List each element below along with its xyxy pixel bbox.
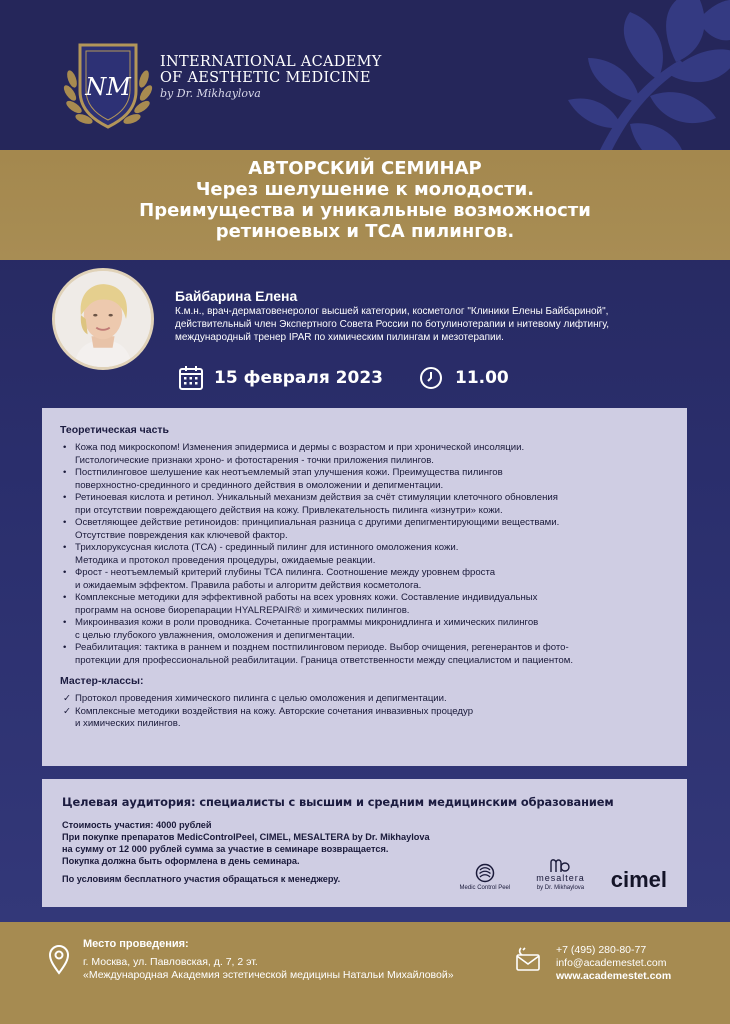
list-item: • Реабилитация: тактика в раннем и позднем постпилинговом периоде. Выбор очищения, регенерантов и фото- — [63, 642, 569, 653]
theory-text: программ на основе биорепарации HYALREPAIR® и химических пилингов. — [75, 604, 410, 616]
theory-text: Отсутствие повреждения как ключевой фактор. — [75, 529, 288, 541]
event-time: 11.00 — [454, 368, 509, 388]
check-icon: ✓ — [63, 693, 72, 704]
master-class-text: и химических пилингов. — [75, 718, 181, 729]
offer-line: Покупка должна быть оформлена в день семинара. — [62, 856, 300, 866]
title-band — [0, 150, 730, 260]
theory-text: Реабилитация: тактика в раннем и позднем постпилинговом периоде. Выбор очищения, регенерантов и фото- — [75, 642, 569, 653]
program-panel — [42, 408, 687, 766]
contacts — [556, 944, 671, 983]
theory-title: Теоретическая часть — [60, 424, 170, 436]
speaker-bio — [175, 305, 609, 344]
title-line-1: АВТОРСКИЙ СЕМИНАР — [248, 158, 482, 179]
audience-title: Целевая аудитория: специалисты с высшим и средним медицинским образованием — [62, 795, 614, 809]
website-link[interactable]: www.academestet.com — [556, 970, 672, 982]
list-item — [60, 455, 669, 468]
theory-text: Микроинвазия кожи в роли проводника. Сочетанные программы микронидлинга и химических пилингов — [75, 617, 539, 628]
theory-text: Гистологические признаки хроно- и фотостарения - точки приложения пилингов. — [75, 454, 434, 466]
list-item: • Кожа под микроскопом! Изменения эпидермиса и дермы с возрастом и при хронической инсоляции. — [63, 442, 525, 453]
academy-line-3: by Dr. Mikhaylova — [160, 87, 261, 100]
phone-link[interactable]: +7 (495) 280-80-77 — [556, 944, 647, 956]
mesaltera-tagline: by Dr. Mikhaylova — [536, 885, 585, 891]
phone-mail-icon — [514, 946, 542, 972]
list-item: • Микроинвазия кожи в роли проводника. Сочетанные программы микронидлинга и химических пилингов — [63, 617, 539, 628]
theory-text: Методика и протокол проведения процедуры, ожидаемые реакции. — [75, 554, 376, 566]
list-item — [60, 530, 669, 543]
check-icon: ✓ — [63, 705, 72, 717]
list-item — [60, 505, 669, 518]
speaker-bio-line: международный тренер IPAR по химическим пилингам и мезотерапии. — [175, 332, 504, 343]
master-class-text: Протокол проведения химического пилинга с целью омоложения и депигментации. — [75, 693, 447, 704]
speaker-bio-line: К.м.н., врач-дерматовенеролог высшей категории, косметолог "Клиники Елены Байбариной", — [175, 306, 609, 317]
mesaltera-logo — [536, 859, 585, 891]
title-line-3: Преимущества и уникальные возможности — [139, 200, 591, 221]
list-item: • Трихлоруксусная кислота (ТСА) - срединный пилинг для истинного омоложения кожи. — [63, 542, 459, 553]
theory-list — [60, 442, 669, 667]
speaker-photo — [52, 268, 154, 370]
audience-panel — [42, 779, 687, 907]
header — [0, 0, 730, 150]
price: Стоимость участия: 4000 рублей — [62, 820, 212, 830]
academy-line-2: OF AESTHETIC MEDICINE — [160, 70, 371, 86]
speaker-name: Байбарина Елена — [175, 288, 298, 304]
footer — [0, 922, 730, 1024]
list-item: • Фрост - неотъемлемый критерий глубины ТСА пилинга. Соотношение между уровнем фроста — [63, 567, 496, 578]
offer-line: на сумму от 12 000 рублей сумма за участие в семинаре возвращается. — [62, 844, 389, 854]
theory-text: Комплексные методики для эффективной работы на всех уровнях кожи. Составление индивидуальных — [75, 592, 538, 603]
list-item: • Комплексные методики для эффективной работы на всех уровнях кожи. Составление индивидуальных — [63, 592, 538, 603]
medic-control-peel-name: Medic Control Peel — [459, 885, 511, 891]
theory-text: при отсутствии повреждающего действия на кожу. Привлекательность пилинга «изнутри» кожи. — [75, 504, 503, 516]
theory-text: протекции для профессиональной реабилитации. Граница ответственности между специалистом и пациентом. — [75, 654, 573, 666]
medic-control-peel-logo — [460, 863, 511, 891]
list-item — [60, 693, 669, 706]
clock-icon — [419, 366, 443, 390]
list-item: • Постпилинговое шелушение как неотъемлемый этап улучшения кожи. Преимущества пилингов — [63, 467, 503, 478]
list-item — [60, 718, 669, 731]
theory-text: Фрост - неотъемлемый критерий глубины ТСА пилинга. Соотношение между уровнем фроста — [75, 567, 496, 578]
logo-monogram: NM — [85, 73, 131, 101]
list-item — [60, 580, 669, 593]
calendar-icon — [178, 365, 204, 391]
theory-text: Кожа под микроскопом! Изменения эпидермиса и дермы с возрастом и при хронической инсоляции. — [75, 442, 525, 453]
mesaltera-mark-icon — [549, 859, 571, 873]
cimel-logo: cimel — [610, 867, 667, 892]
offer-line: При покупке препаратов MedicControlPeel, CIMEL, MESALTERA by Dr. Mikhaylova — [62, 832, 430, 842]
theory-text: Осветляющее действие ретиноидов: принципиальная разница с другими депигментирующими веществами. — [75, 517, 560, 528]
title-line-4: ретиноевых и ТСА пилингов. — [215, 221, 515, 242]
location-pin-icon — [48, 945, 70, 975]
master-class-list — [60, 693, 669, 731]
master-class-title: Мастер-классы: — [60, 675, 144, 687]
venue — [83, 938, 454, 983]
venue-title: Место проведения: — [83, 938, 189, 950]
theory-text: Ретиноевая кислота и ретинол. Уникальный механизм действия за счёт стимуляции клеточного обновления — [75, 492, 558, 503]
crest-shield-laurel-icon — [58, 35, 158, 135]
mesaltera-name: mesaltera — [536, 873, 585, 883]
list-item — [60, 605, 669, 618]
venue-place: «Международная Академия эстетической медицины Натальи Михайловой» — [83, 969, 454, 981]
theory-text: поверхностно-срединного и срединного действия в омоложении и депигментации. — [75, 479, 444, 491]
brand-logos — [460, 859, 667, 891]
list-item — [60, 630, 669, 643]
theory-text: Постпилинговое шелушение как неотъемлемый этап улучшения кожи. Преимущества пилингов — [75, 467, 503, 478]
list-item — [60, 480, 669, 493]
free-participation-note: По условиям бесплатного участия обращаться к менеджеру. — [62, 874, 341, 884]
academy-name — [160, 54, 382, 102]
theory-text: и ожидаемым эффектом. Правила работы и алгоритм действия косметолога. — [75, 579, 422, 591]
event-date: 15 февраля 2023 — [214, 368, 383, 388]
list-item — [60, 555, 669, 568]
theory-text: с целью глубокого увлажнения, омоложения и депигментации. — [75, 629, 355, 641]
medic-control-peel-icon — [475, 863, 495, 883]
venue-address: г. Москва, ул. Павловская, д. 7, 2 эт. — [83, 955, 258, 968]
list-item: • Осветляющее действие ретиноидов: принципиальная разница с другими депигментирующими веществами. — [63, 517, 560, 528]
theory-text: Трихлоруксусная кислота (ТСА) - срединный пилинг для истинного омоложения кожи. — [75, 542, 459, 553]
list-item — [60, 706, 669, 719]
email-link[interactable]: info@academestet.com — [556, 957, 667, 969]
event-datetime — [178, 365, 509, 391]
leaves-icon — [430, 0, 730, 150]
title-line-2: Через шелушение к молодости. — [195, 179, 535, 200]
list-item — [60, 655, 669, 668]
speaker-bio-line: действительный член Экспертного Совета России по ботулинотерапии и нитевому лифтингу, — [175, 319, 610, 330]
list-item: • Ретиноевая кислота и ретинол. Уникальный механизм действия за счёт стимуляции клеточного обновления — [63, 492, 558, 503]
master-class-text: Комплексные методики воздействия на кожу. Авторские сочетания инвазивных процедур — [75, 705, 474, 717]
academy-line-1: INTERNATIONAL ACADEMY — [160, 54, 382, 70]
